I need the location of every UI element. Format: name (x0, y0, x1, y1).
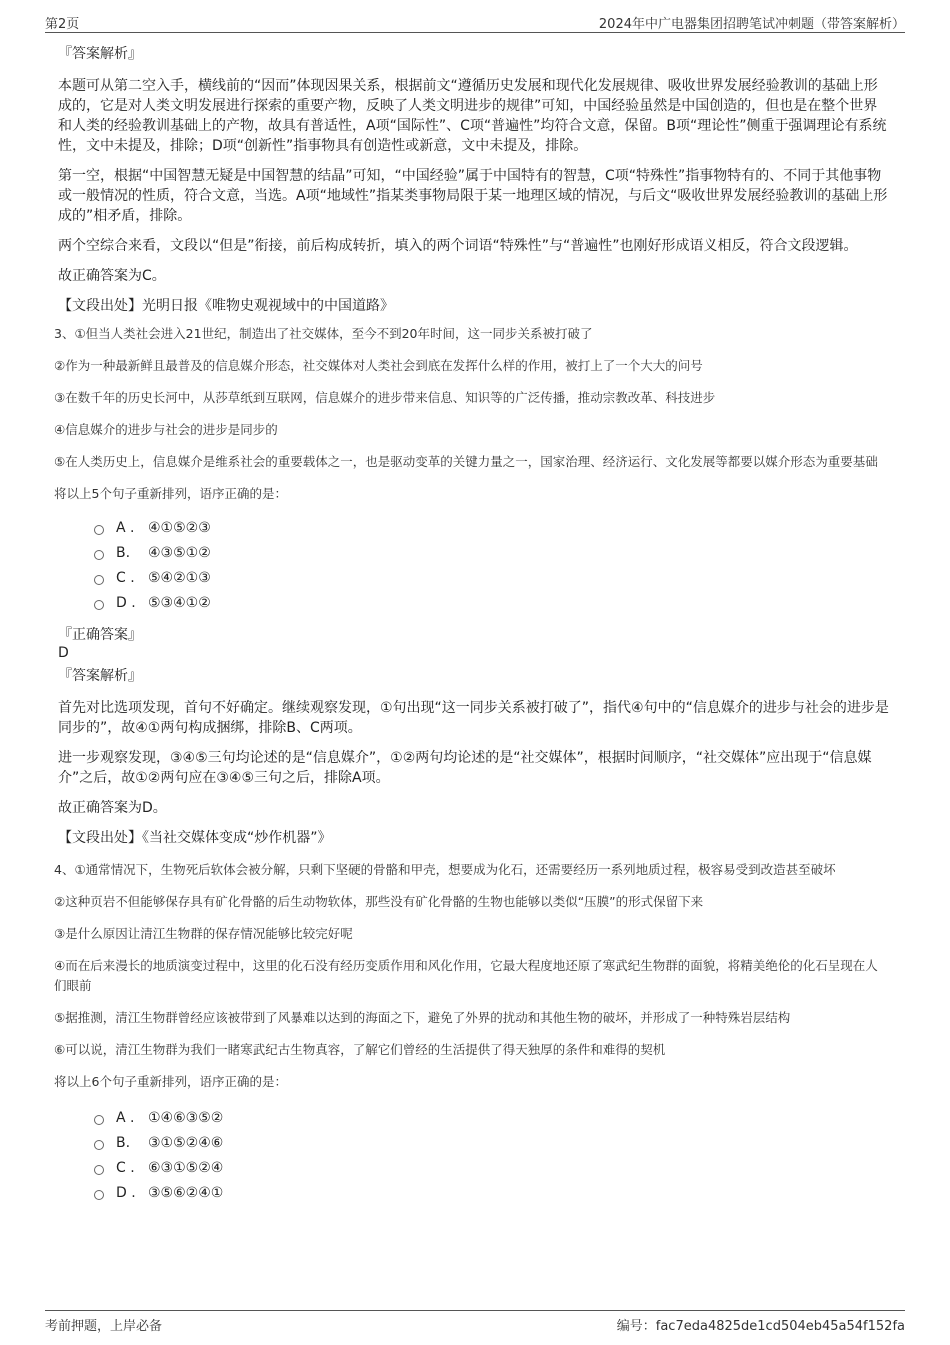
radio-icon[interactable] (94, 1165, 104, 1175)
page-footer (45, 1310, 905, 1333)
question-4-options (94, 1106, 890, 1206)
question-3-sentence-2: ②作为一种最新鲜且最普及的信息媒介形态，社交媒体对人类社会到底在发挥什么样的作用，被打上了一个大大的问号 (54, 358, 703, 373)
question-4-sentence-1: 4、①通常情况下，生物死后软体会被分解，只剩下坚硬的骨骼和甲壳，想要成为化石，还需要经历一系列地质过程，极容易受到改造甚至破坏 (54, 862, 836, 877)
question-3-sentence-5: ⑤在人类历史上，信息媒介是维系社会的重要载体之一，也是驱动变革的关键力量之一，国家治理、经济运行、文化发展等都要以媒介形态为重要基础 (54, 454, 878, 469)
option-c[interactable]: C . ⑥③①⑤②④ (94, 1156, 890, 1181)
radio-icon[interactable] (94, 1115, 104, 1125)
question-4-prompt: 将以上6个句子重新排列，语序正确的是： (54, 1074, 287, 1089)
question-3-sentence-4: ④信息媒介的进步与社会的进步是同步的 (54, 422, 278, 437)
question-4-sentence-6: ⑥可以说，清江生物群为我们一睹寒武纪古生物真容，了解它们曾经的生活提供了得天独厚的条件和难得的契机 (54, 1042, 666, 1057)
option-b[interactable]: B. ③①⑤②④⑥ (94, 1131, 890, 1156)
source-line: 【文段出处】光明日报《唯物史观视域中的中国道路》 (58, 298, 394, 314)
explain-paragraph: 第一空，根据“中国智慧无疑是中国智慧的结晶”可知，“中国经验”属于中国特有的智慧，C项“特殊性”指事物特有的、不同于其他事物或一般情况的性质，符合文意，当选。A项“地域性”指某类事物局限于某一地理区域的情况，与后文“吸收世界发展经验教训的基础上形成的”相矛盾，排除。 (58, 168, 888, 224)
explain-paragraph: 首先对比选项发现，首句不好确定。继续观察发现，①句出现“这一同步关系被打破了”，指代④句中的“信息媒介的进步与社会的进步是同步的”，故④①两句构成捆绑，排除B、C两项。 (58, 700, 889, 736)
option-d[interactable]: D . ③⑤⑥②④① (94, 1181, 890, 1206)
answer-explain-tag: 『答案解析』 (58, 668, 142, 684)
question-3-sentence-3: ③在数千年的历史长河中，从莎草纸到互联网，信息媒介的进步带来信息、知识等的广泛传播，推动宗教改革、科技进步 (54, 390, 716, 405)
footer-slogan: 考前押题，上岸必备 (45, 1319, 163, 1334)
explain-paragraph: 进一步观察发现，③④⑤三句均论述的是“信息媒介”，①②两句均论述的是“社交媒体”，根据时间顺序，“社交媒体”应出现于“信息媒介”之后，故①②两句应在③④⑤三句之后，排除A项。 (58, 750, 872, 786)
question-3-sentence-1: 3、①但当人类社会进入21世纪，制造出了社交媒体，至今不到20年时间，这一同步关系被打破了 (54, 326, 593, 341)
option-c[interactable]: C . ⑤④②①③ (94, 566, 890, 591)
option-b[interactable]: B. ④③⑤①② (94, 541, 890, 566)
option-a[interactable]: A . ④①⑤②③ (94, 516, 890, 541)
page-number: 第2页 (45, 17, 80, 32)
radio-icon[interactable] (94, 550, 104, 560)
answer-line: 故正确答案为D。 (58, 800, 167, 816)
document-body (54, 44, 890, 1216)
document-id: 编号：fac7eda4825de1cd504eb45a54f152fa (616, 1319, 905, 1334)
question-4-sentence-4: ④而在后来漫长的地质演变过程中，这里的化石没有经历变质作用和风化作用，它最大程度地还原了寒武纪生物群的面貌，将精美绝伦的化石呈现在人们眼前 (54, 958, 878, 993)
question-3-options (94, 516, 890, 616)
option-d[interactable]: D . ⑤③④①② (94, 591, 890, 616)
correct-answer-tag: 『正确答案』 (58, 627, 142, 643)
answer-explain-tag: 『答案解析』 (58, 46, 142, 62)
explain-paragraph: 两个空综合来看，文段以“但是”衔接，前后构成转折，填入的两个词语“特殊性”与“普遍性”也刚好形成语义相反，符合文段逻辑。 (58, 238, 858, 254)
radio-icon[interactable] (94, 1190, 104, 1200)
page-header (45, 12, 905, 33)
source-line: 【文段出处】《当社交媒体变成“炒作机器”》 (58, 830, 332, 846)
question-4-sentence-2: ②这种页岩不但能够保存具有矿化骨骼的后生动物软体，那些没有矿化骨骼的生物也能够以类似“压膜”的形式保留下来 (54, 894, 704, 909)
document-title: 2024年中广电器集团招聘笔试冲刺题（带答案解析） (598, 17, 905, 32)
question-4-sentence-5: ⑤据推测，清江生物群曾经应该被带到了风暴难以达到的海面之下，避免了外界的扰动和其他生物的破坏，并形成了一种特殊岩层结构 (54, 1010, 791, 1025)
answer-line: 故正确答案为C。 (58, 268, 166, 284)
radio-icon[interactable] (94, 575, 104, 585)
option-a[interactable]: A . ①④⑥③⑤② (94, 1106, 890, 1131)
radio-icon[interactable] (94, 525, 104, 535)
radio-icon[interactable] (94, 600, 104, 610)
question-3-prompt: 将以上5个句子重新排列，语序正确的是： (54, 486, 287, 501)
question-4-sentence-3: ③是什么原因让清江生物群的保存情况能够比较完好呢 (54, 926, 353, 941)
correct-answer: D (58, 645, 69, 661)
explain-paragraph: 本题可从第二空入手，横线前的“因而”体现因果关系，根据前文“遵循历史发展和现代化发展规律、吸收世界发展经验教训的基础上形成的，它是对人类文明发展进行探索的重要产物，反映了人类文明进步的规律”可知，中国经验虽然是中国创造的，但也是在整个世界和人类的经验教训基础上的产物，故具有普适性，A项“国际性”、C项“普遍性”均符合文意，保留。B项“理论性”侧重于强调理论有系统性，文中未提及，排除；D项“创新性”指事物具有创造性或新意，文中未提及，排除。 (58, 78, 887, 154)
radio-icon[interactable] (94, 1140, 104, 1150)
